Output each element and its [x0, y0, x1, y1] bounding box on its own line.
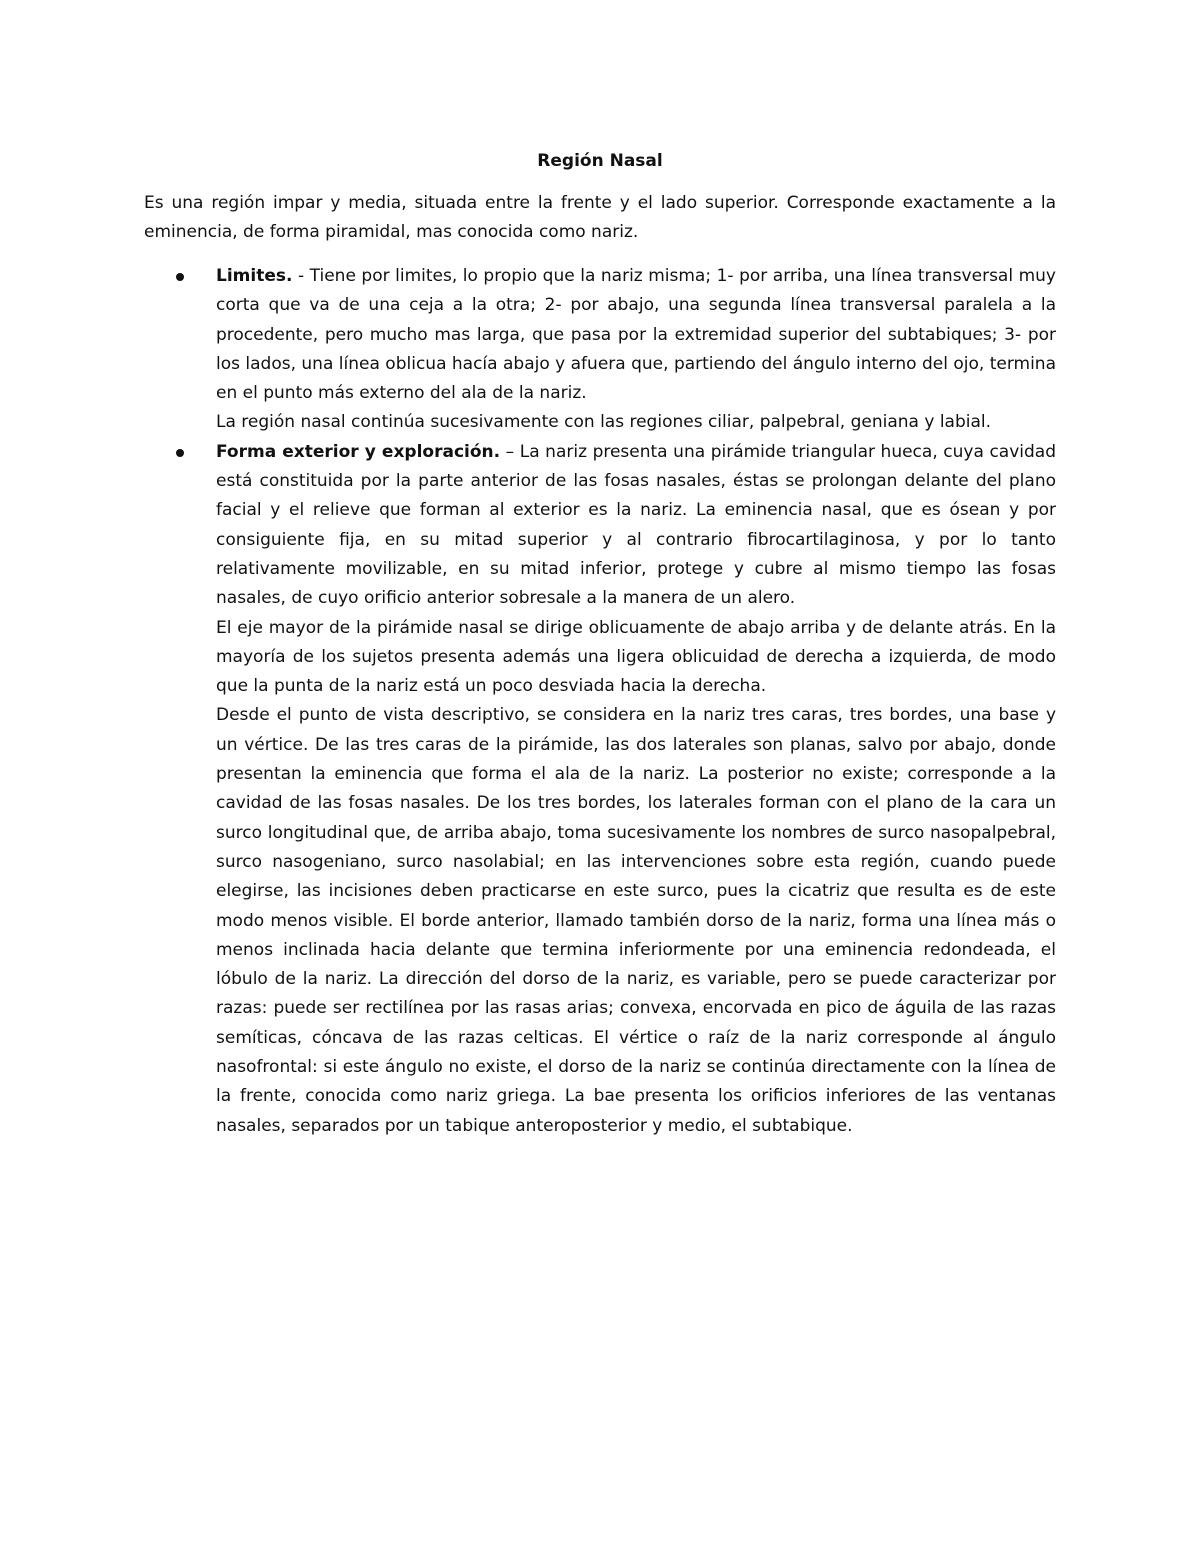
limites-label: Limites.	[216, 266, 293, 286]
forma-label: Forma exterior y exploración.	[216, 441, 501, 462]
intro-paragraph: Es una región impar y media, situada entre la frente y el lado superior. Corresponde exactamente a la eminencia, de forma piramidal, mas conocida como nariz.	[144, 193, 1056, 243]
list-item-forma-exterior	[144, 438, 1056, 1141]
forma-text: – La nariz presenta una pirámide triangular hueca, cuya cavidad está constituida por la parte anterior de las fosas nasales, éstas se prolongan delante del plano facial y el relieve que forman al exterior es la nariz. La eminencia nasal, que es ósean y por consiguiente fija, en su mitad superior y al contrario fibrocartilaginosa, y por lo tanto relativamente movilizable, en su mitad inferior, protege y cubre al mismo tiempo las fosas nasales, de cuyo orificio anterior sobresale a la manera de un alero.	[216, 441, 1056, 609]
limites-continuation: La región nasal continúa sucesivamente con las regiones ciliar, palpebral, geniana y labial.	[216, 412, 992, 433]
forma-paragraph	[216, 438, 1056, 614]
list-item-limites	[144, 262, 1056, 438]
bullet-list	[144, 262, 1056, 1141]
bullet-icon	[176, 273, 184, 281]
limites-paragraph	[216, 262, 1056, 408]
bullet-icon	[176, 449, 184, 457]
limites-text: - Tiene por limites, lo propio que la nariz misma; 1- por arriba, una línea transversal muy corta que va de una ceja a la otra; 2- por abajo, una segunda línea transversal paralela a la procedente, pero mucho mas larga, que pasa por la extremidad superior del subtabiques; 3- por los lados, una línea oblicua hacía abajo y afuera que, partiendo del ángulo interno del ojo, termina en el punto más externo del ala de la nariz.	[216, 266, 1056, 404]
eje-mayor-paragraph: El eje mayor de la pirámide nasal se dirige oblicuamente de abajo arriba y de delante atrás. En la mayoría de los sujetos presenta además una ligera oblicuidad de derecha a izquierda, de modo que la punta de la nariz está un poco desviada hacia la derecha.	[216, 617, 1056, 697]
page-title: Región Nasal	[537, 151, 663, 171]
descriptivo-paragraph: Desde el punto de vista descriptivo, se considera en la nariz tres caras, tres bordes, una base y un vértice. De las tres caras de la pirámide, las dos laterales son planas, salvo por abajo, donde presentan la eminencia que forma el ala de la nariz. La posterior no existe; corresponde a la cavidad de las fosas nasales. De los tres bordes, los laterales forman con el plano de la cara un surco longitudinal que, de arriba abajo, toma sucesivamente los nombres de surco nasopalpebral, surco nasogeniano, surco nasolabial; en las intervenciones sobre esta región, cuando puede elegirse, las incisiones deben practicarse en este surco, pues la cicatriz que resulta es de este modo menos visible. El borde anterior, llamado también dorso de la nariz, forma una línea más o menos inclinada hacia delante que termina inferiormente por una eminencia redondeada, el lóbulo de la nariz. La dirección del dorso de la nariz, es variable, pero se puede caracterizar por razas: puede ser rectilínea por las rasas arias; convexa, encorvada en pico de águila de las razas semíticas, cóncava de las razas celticas. El vértice o raíz de la nariz corresponde al ángulo nasofrontal: si este ángulo no existe, el dorso de la nariz se continúa directamente con la línea de la frente, conocida como nariz griega. La bae presenta los orificios inferiores de las ventanas nasales, separados por un tabique anteroposterior y medio, el subtabique.	[216, 705, 1056, 1136]
